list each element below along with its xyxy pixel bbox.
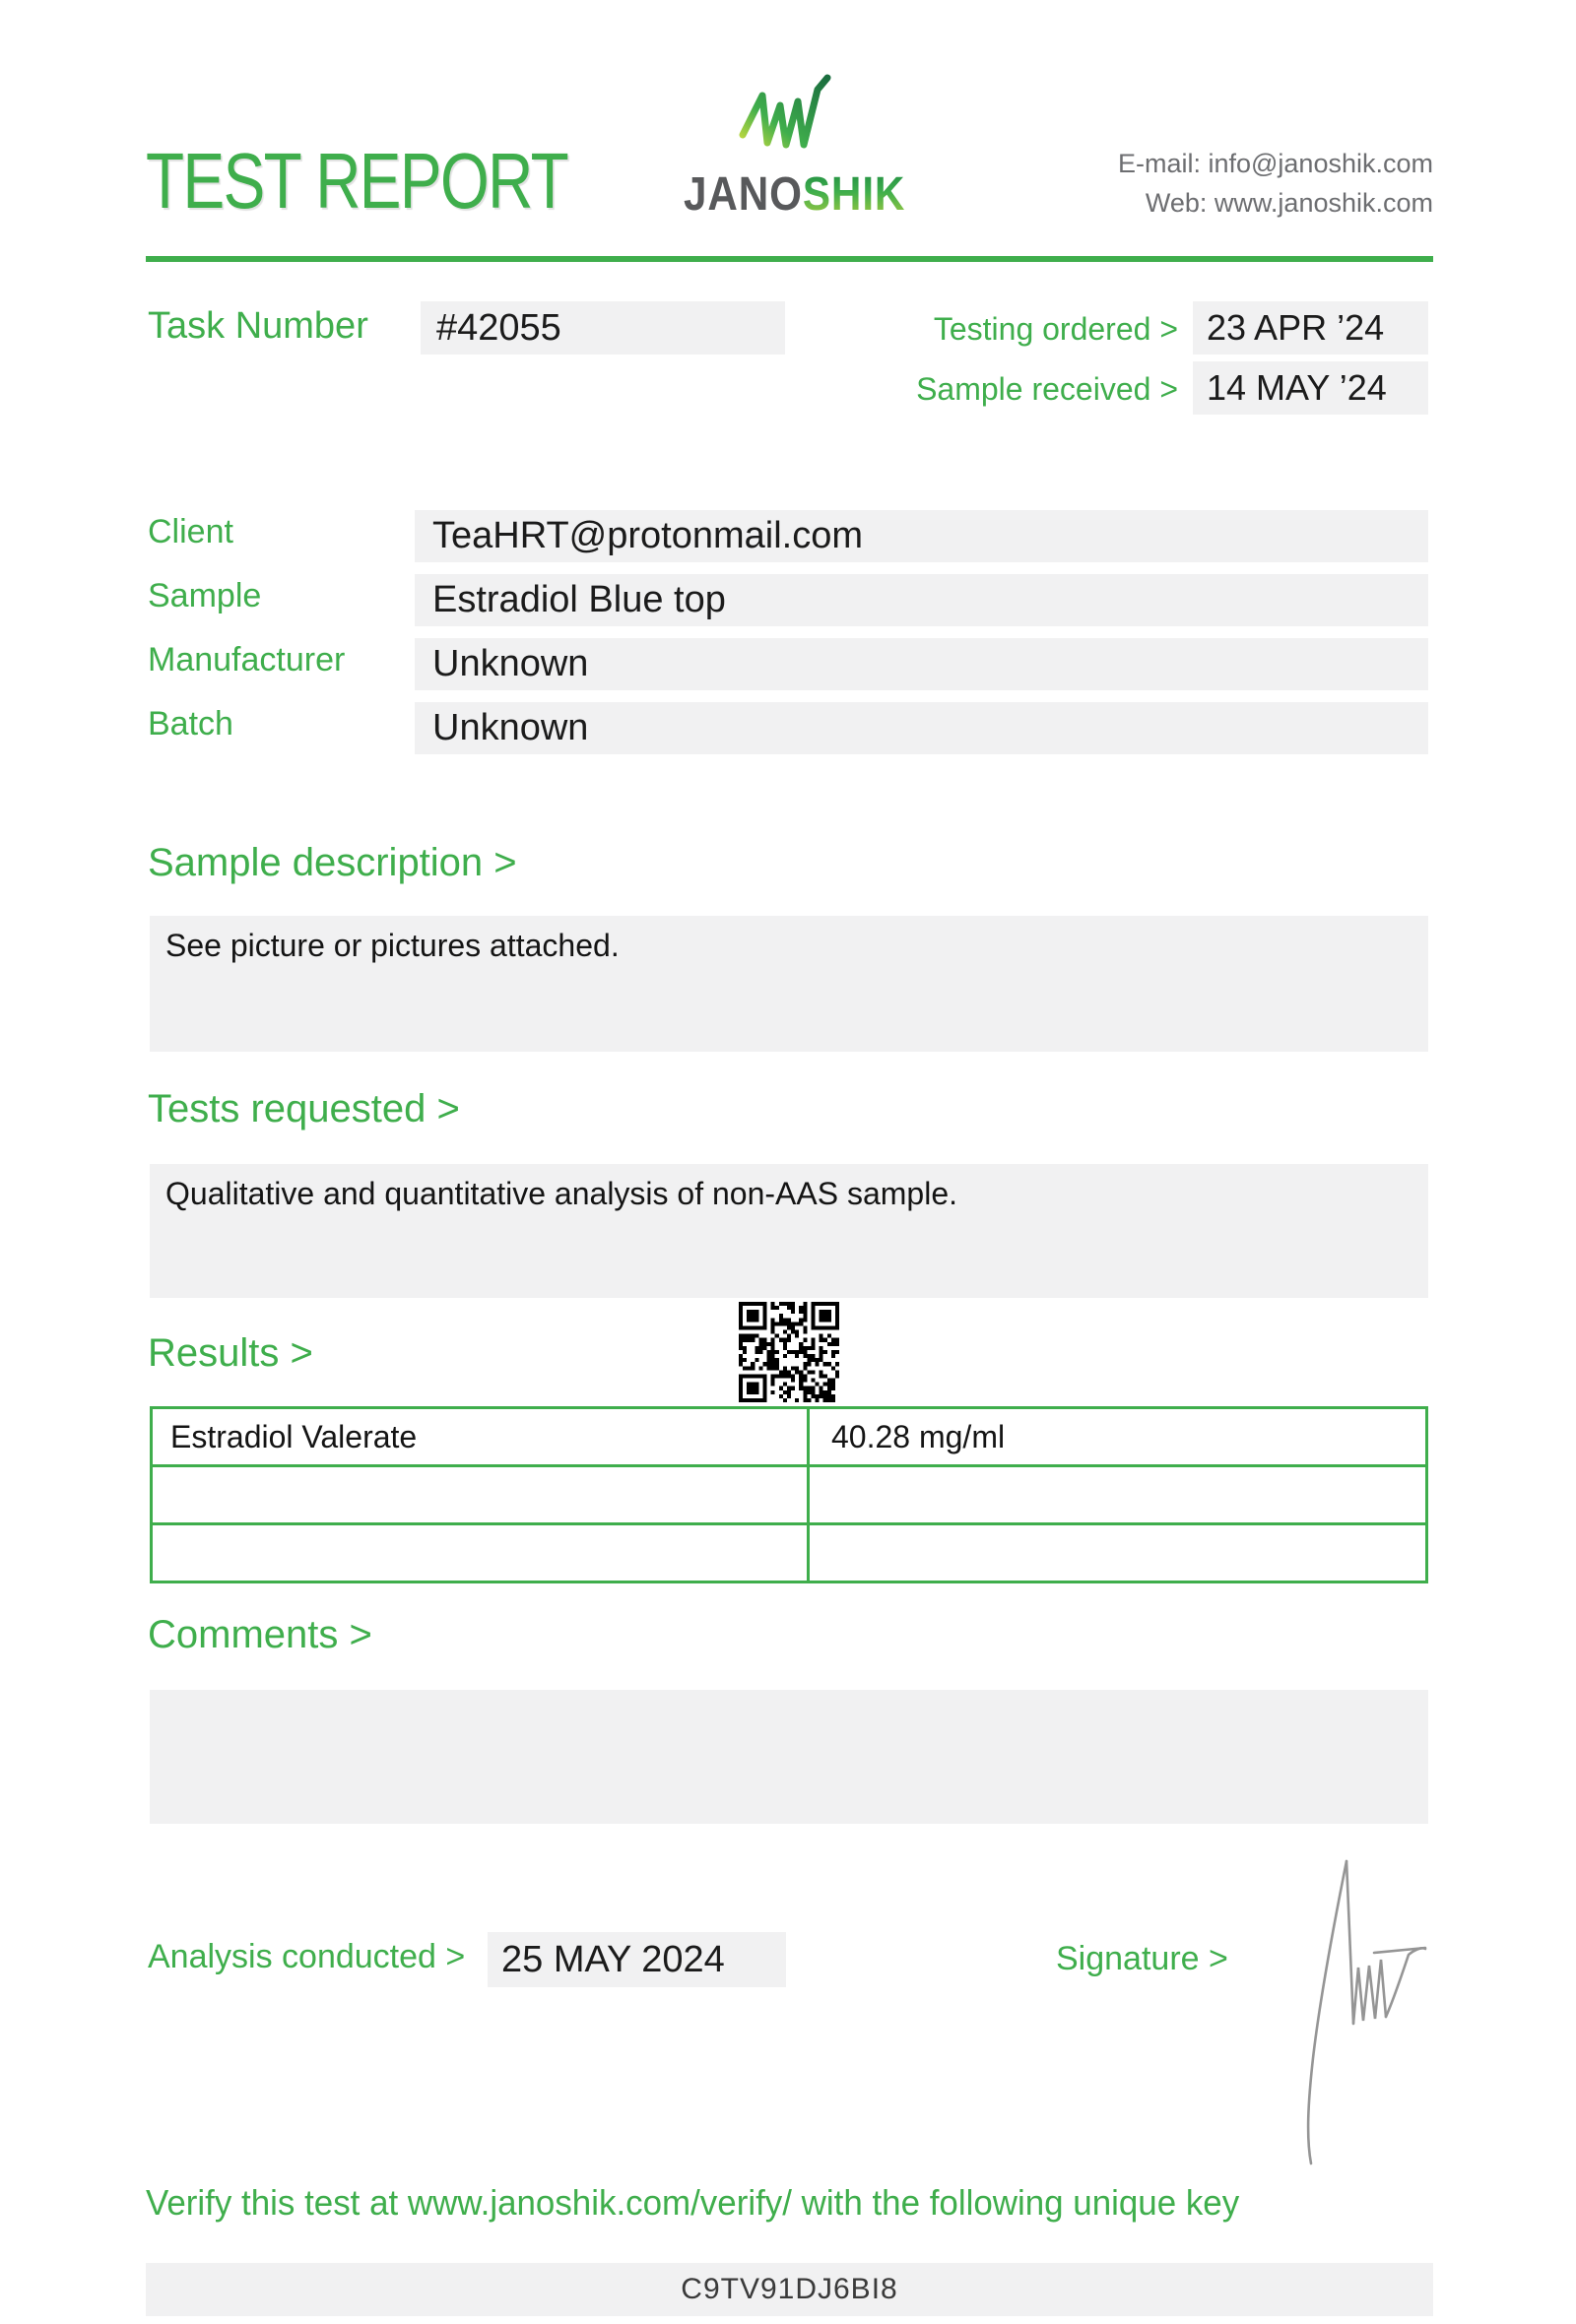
page-title: TEST REPORT bbox=[146, 137, 568, 225]
sample-description-heading: Sample description > bbox=[148, 841, 517, 884]
wordmark-shik: SHIK bbox=[802, 168, 906, 221]
comments-box bbox=[150, 1690, 1428, 1824]
client-label: Client bbox=[148, 513, 233, 550]
sample-label: Sample bbox=[148, 577, 262, 614]
unique-key-box: C9TV91DJ6BI8 bbox=[146, 2263, 1433, 2316]
contact-block bbox=[1118, 144, 1433, 223]
janoshik-wordmark bbox=[684, 167, 905, 222]
sample-description-text: See picture or pictures attached. bbox=[165, 928, 620, 963]
task-number-label: Task Number bbox=[148, 305, 368, 347]
table-row bbox=[152, 1466, 1427, 1524]
batch-value: Unknown bbox=[415, 702, 1428, 754]
batch-label: Batch bbox=[148, 705, 233, 742]
result-substance-cell bbox=[152, 1466, 809, 1524]
result-value-cell: 40.28 mg/ml bbox=[809, 1408, 1427, 1466]
testing-ordered-value: 23 APR ’24 bbox=[1193, 301, 1428, 355]
signature-label: Signature > bbox=[1056, 1940, 1228, 1977]
chart-growth-icon bbox=[737, 71, 835, 161]
sample-value: Estradiol Blue top bbox=[415, 574, 1428, 626]
manufacturer-value: Unknown bbox=[415, 638, 1428, 690]
signature bbox=[1271, 1832, 1448, 2176]
contact-web: Web: www.janoshik.com bbox=[1145, 188, 1433, 218]
testing-ordered-label: Testing ordered > bbox=[933, 311, 1178, 347]
results-table bbox=[150, 1406, 1428, 1583]
tests-requested-heading: Tests requested > bbox=[148, 1087, 460, 1130]
wordmark-jano: JANO bbox=[684, 168, 803, 221]
analysis-conducted-label: Analysis conducted > bbox=[148, 1938, 466, 1975]
verify-text: Verify this test at www.janoshik.com/verify/ with the following unique key bbox=[146, 2182, 1240, 2223]
janoshik-logo-icon bbox=[737, 71, 835, 161]
analysis-conducted-value: 25 MAY 2024 bbox=[488, 1932, 786, 1987]
sample-received-label: Sample received > bbox=[916, 371, 1178, 407]
manufacturer-label: Manufacturer bbox=[148, 641, 346, 678]
results-heading: Results > bbox=[148, 1331, 313, 1375]
comments-heading: Comments > bbox=[148, 1613, 372, 1656]
tests-requested-box bbox=[150, 1164, 1428, 1298]
task-number-value: #42055 bbox=[421, 301, 785, 355]
sample-received-value: 14 MAY ’24 bbox=[1193, 361, 1428, 415]
header-divider bbox=[146, 256, 1433, 262]
tests-requested-text: Qualitative and quantitative analysis of non-AAS sample. bbox=[165, 1176, 958, 1211]
client-value: TeaHRT@protonmail.com bbox=[415, 510, 1428, 562]
table-row bbox=[152, 1408, 1427, 1466]
qr-code bbox=[739, 1302, 839, 1402]
sample-description-box bbox=[150, 916, 1428, 1052]
table-row bbox=[152, 1524, 1427, 1582]
result-substance-cell bbox=[152, 1524, 809, 1582]
result-substance-cell: Estradiol Valerate bbox=[152, 1408, 809, 1466]
comments-text bbox=[150, 1690, 1428, 1702]
result-value-cell bbox=[809, 1466, 1427, 1524]
contact-email: E-mail: info@janoshik.com bbox=[1117, 149, 1433, 178]
result-value-cell bbox=[809, 1524, 1427, 1582]
